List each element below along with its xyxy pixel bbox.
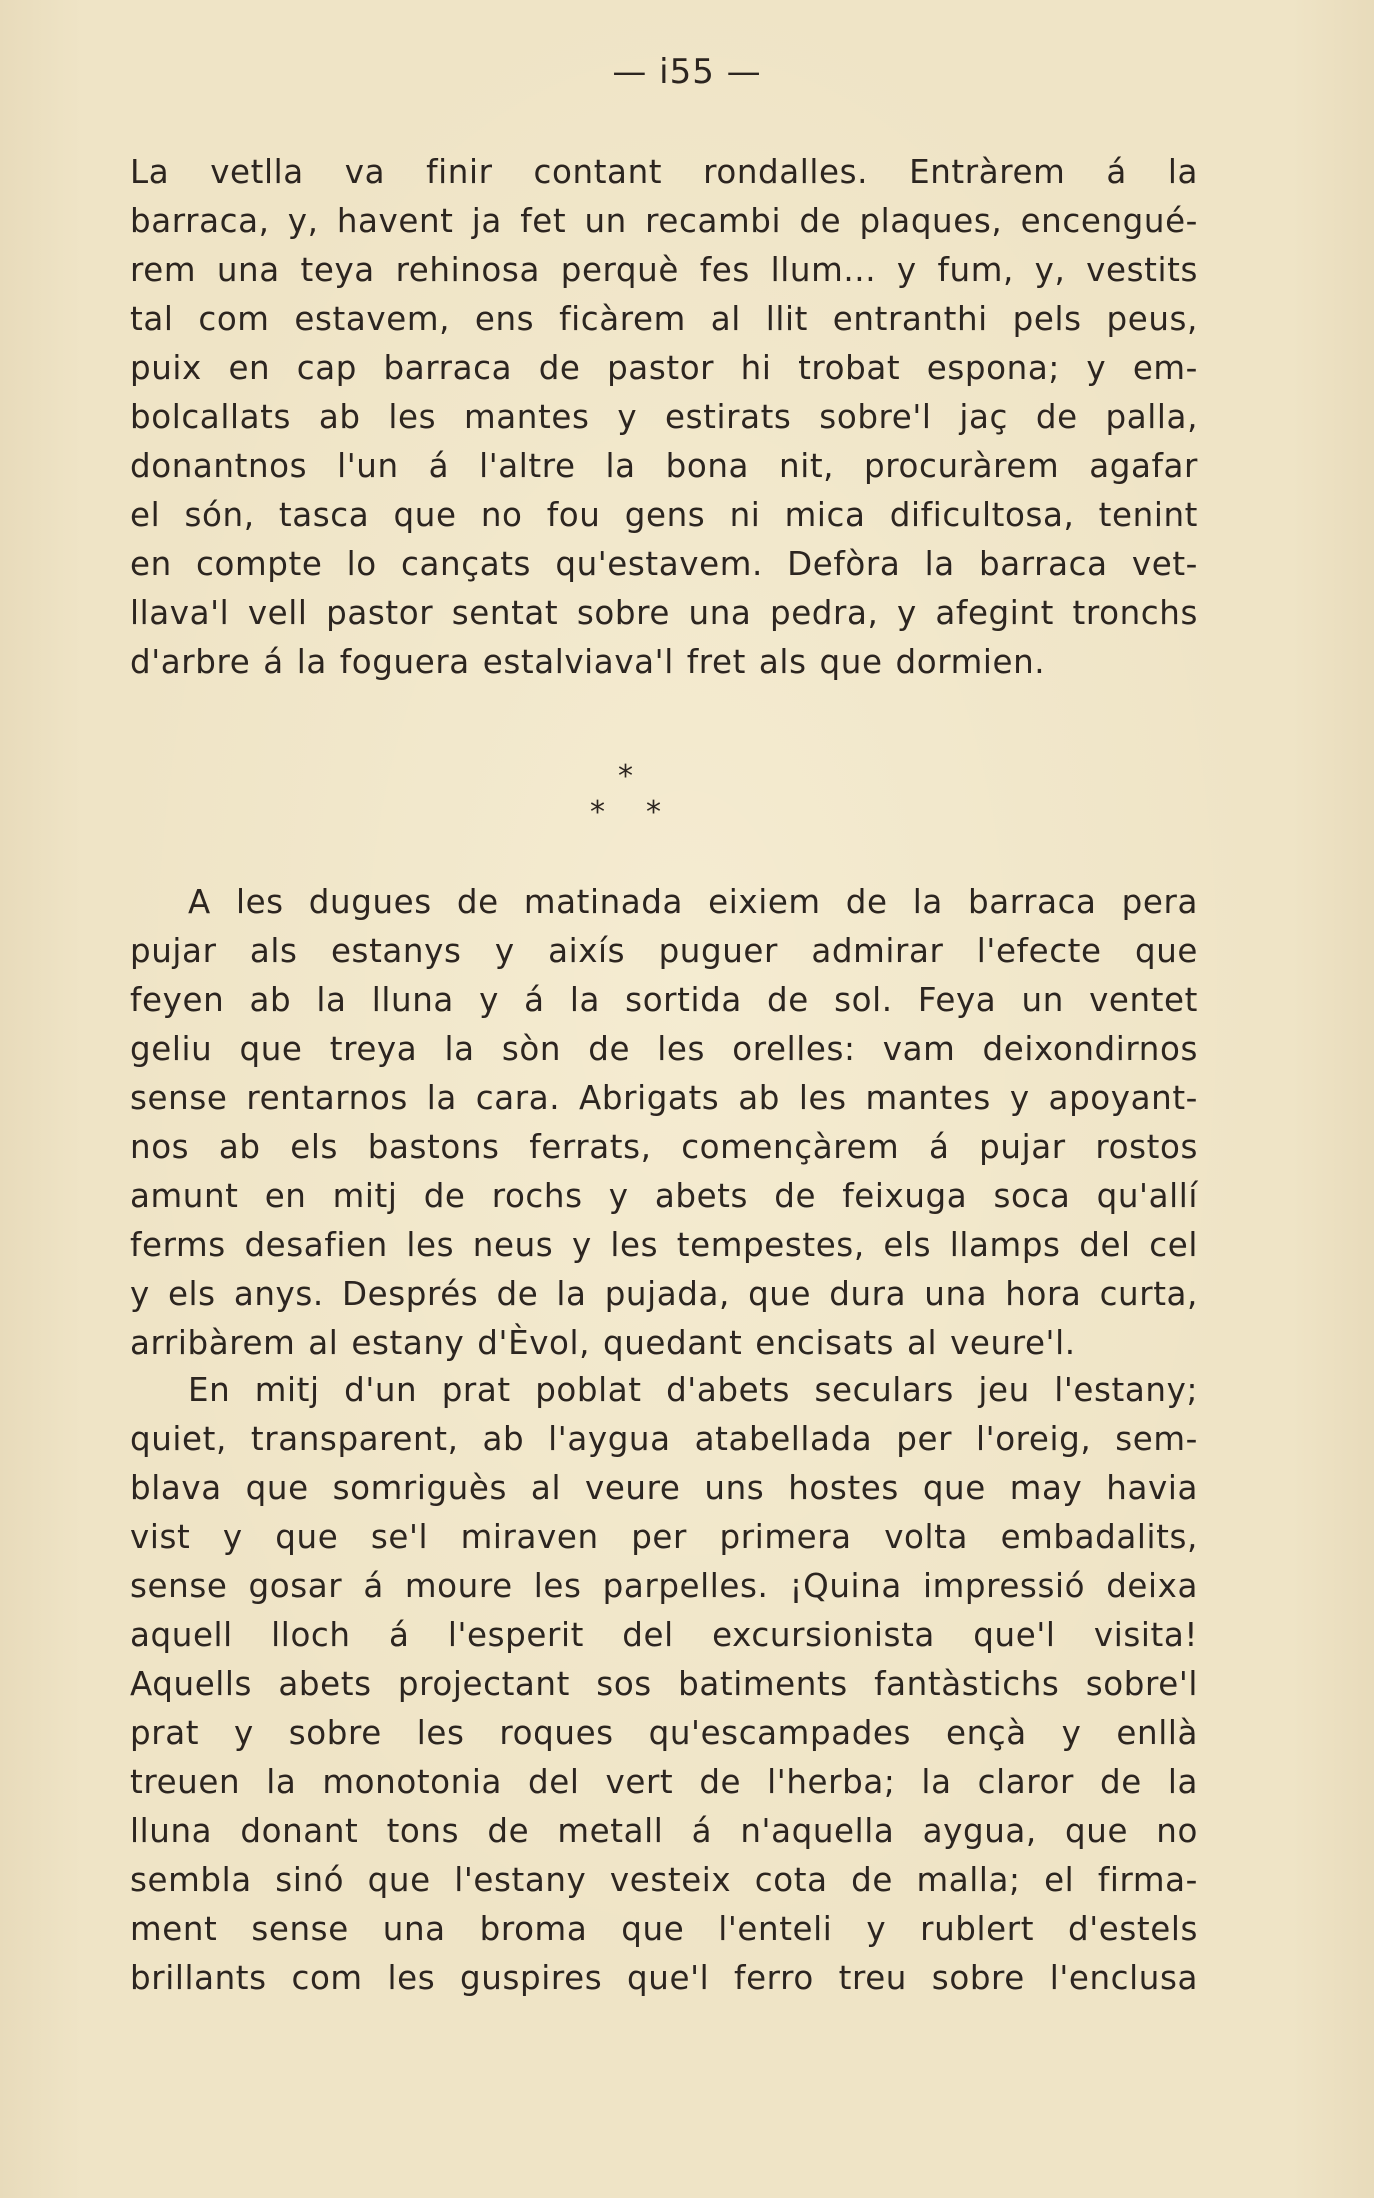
section-break-asterism — [0, 759, 1374, 842]
text-line: el són, tasca que no fou gens ni mica dificultosa, tenint — [130, 496, 1198, 534]
paragraph-2 — [130, 878, 1198, 1368]
text-line: vist y que se'l miraven per primera volta embadalits, — [130, 1518, 1198, 1556]
text-line: brillants com les guspires que'l ferro treu sobre l'enclusa — [130, 1959, 1198, 1997]
text-line: Aquells abets projectant sos batiments fantàstichs sobre'l — [130, 1665, 1198, 1703]
text-line: treuen la monotonia del vert de l'herba; la claror de la — [130, 1763, 1198, 1801]
text-line: geliu que treya la sòn de les orelles: vam deixondirnos — [130, 1030, 1198, 1068]
text-line: rem una teya rehinosa perquè fes llum... y fum, y, vestits — [130, 251, 1198, 289]
text-line: amunt en mitj de rochs y abets de feixuga soca qu'allí — [130, 1177, 1198, 1215]
text-line: llava'l vell pastor sentat sobre una pedra, y afegint tronchs — [130, 594, 1198, 632]
text-line: arribàrem al estany d'Èvol, quedant encisats al veure'l. — [130, 1324, 1076, 1362]
asterisk-right: * — [646, 795, 661, 830]
text-line: nos ab els bastons ferrats, començàrem á pujar rostos — [130, 1128, 1198, 1166]
text-line: ment sense una broma que l'enteli y rublert d'estels — [130, 1910, 1198, 1948]
text-line: En mitj d'un prat poblat d'abets seculars jeu l'estany; — [188, 1371, 1198, 1409]
text-line: sembla sinó que l'estany vesteix cota de malla; el firma- — [130, 1861, 1198, 1899]
text-line: A les dugues de matinada eixiem de la barraca pera — [188, 883, 1198, 921]
text-line: en compte lo cançats qu'estavem. Defòra la barraca vet- — [130, 545, 1198, 583]
text-line: ferms desafien les neus y les tempestes, els llamps del cel — [130, 1226, 1198, 1264]
asterisk-top: * — [618, 759, 633, 794]
text-line: aquell lloch á l'esperit del excursionista que'l visita! — [130, 1616, 1198, 1654]
text-line: barraca, y, havent ja fet un recambi de plaques, encengué- — [130, 202, 1198, 240]
text-line: blava que somriguès al veure uns hostes que may havia — [130, 1469, 1198, 1507]
text-line: y els anys. Després de la pujada, que dura una hora curta, — [130, 1275, 1198, 1313]
text-line: La vetlla va finir contant rondalles. Entràrem á la — [130, 153, 1198, 191]
asterisk-left: * — [590, 795, 605, 830]
text-line: donantnos l'un á l'altre la bona nit, procuràrem agafar — [130, 447, 1198, 485]
text-line: lluna donant tons de metall á n'aquella aygua, que no — [130, 1812, 1198, 1850]
text-line: bolcallats ab les mantes y estirats sobre'l jaç de palla, — [130, 398, 1198, 436]
text-line: d'arbre á la foguera estalviava'l fret als que dormien. — [130, 643, 1046, 681]
text-line: prat y sobre les roques qu'escampades ençà y enllà — [130, 1714, 1198, 1752]
page-number: — i55 — — [612, 52, 762, 92]
text-line: sense rentarnos la cara. Abrigats ab les mantes y apoyant- — [130, 1079, 1198, 1117]
text-line: quiet, transparent, ab l'aygua atabellada per l'oreig, sem- — [130, 1420, 1198, 1458]
text-line: puix en cap barraca de pastor hi trobat espona; y em- — [130, 349, 1198, 387]
text-line: feyen ab la lluna y á la sortida de sol. Feya un ventet — [130, 981, 1198, 1019]
text-line: sense gosar á moure les parpelles. ¡Quina impressió deixa — [130, 1567, 1198, 1605]
text-line: pujar als estanys y aixís puguer admirar l'efecte que — [130, 932, 1198, 970]
paragraph-1 — [130, 148, 1198, 687]
text-line: tal com estavem, ens ficàrem al llit entranthi pels peus, — [130, 300, 1198, 338]
paragraph-3 — [130, 1366, 1198, 2003]
